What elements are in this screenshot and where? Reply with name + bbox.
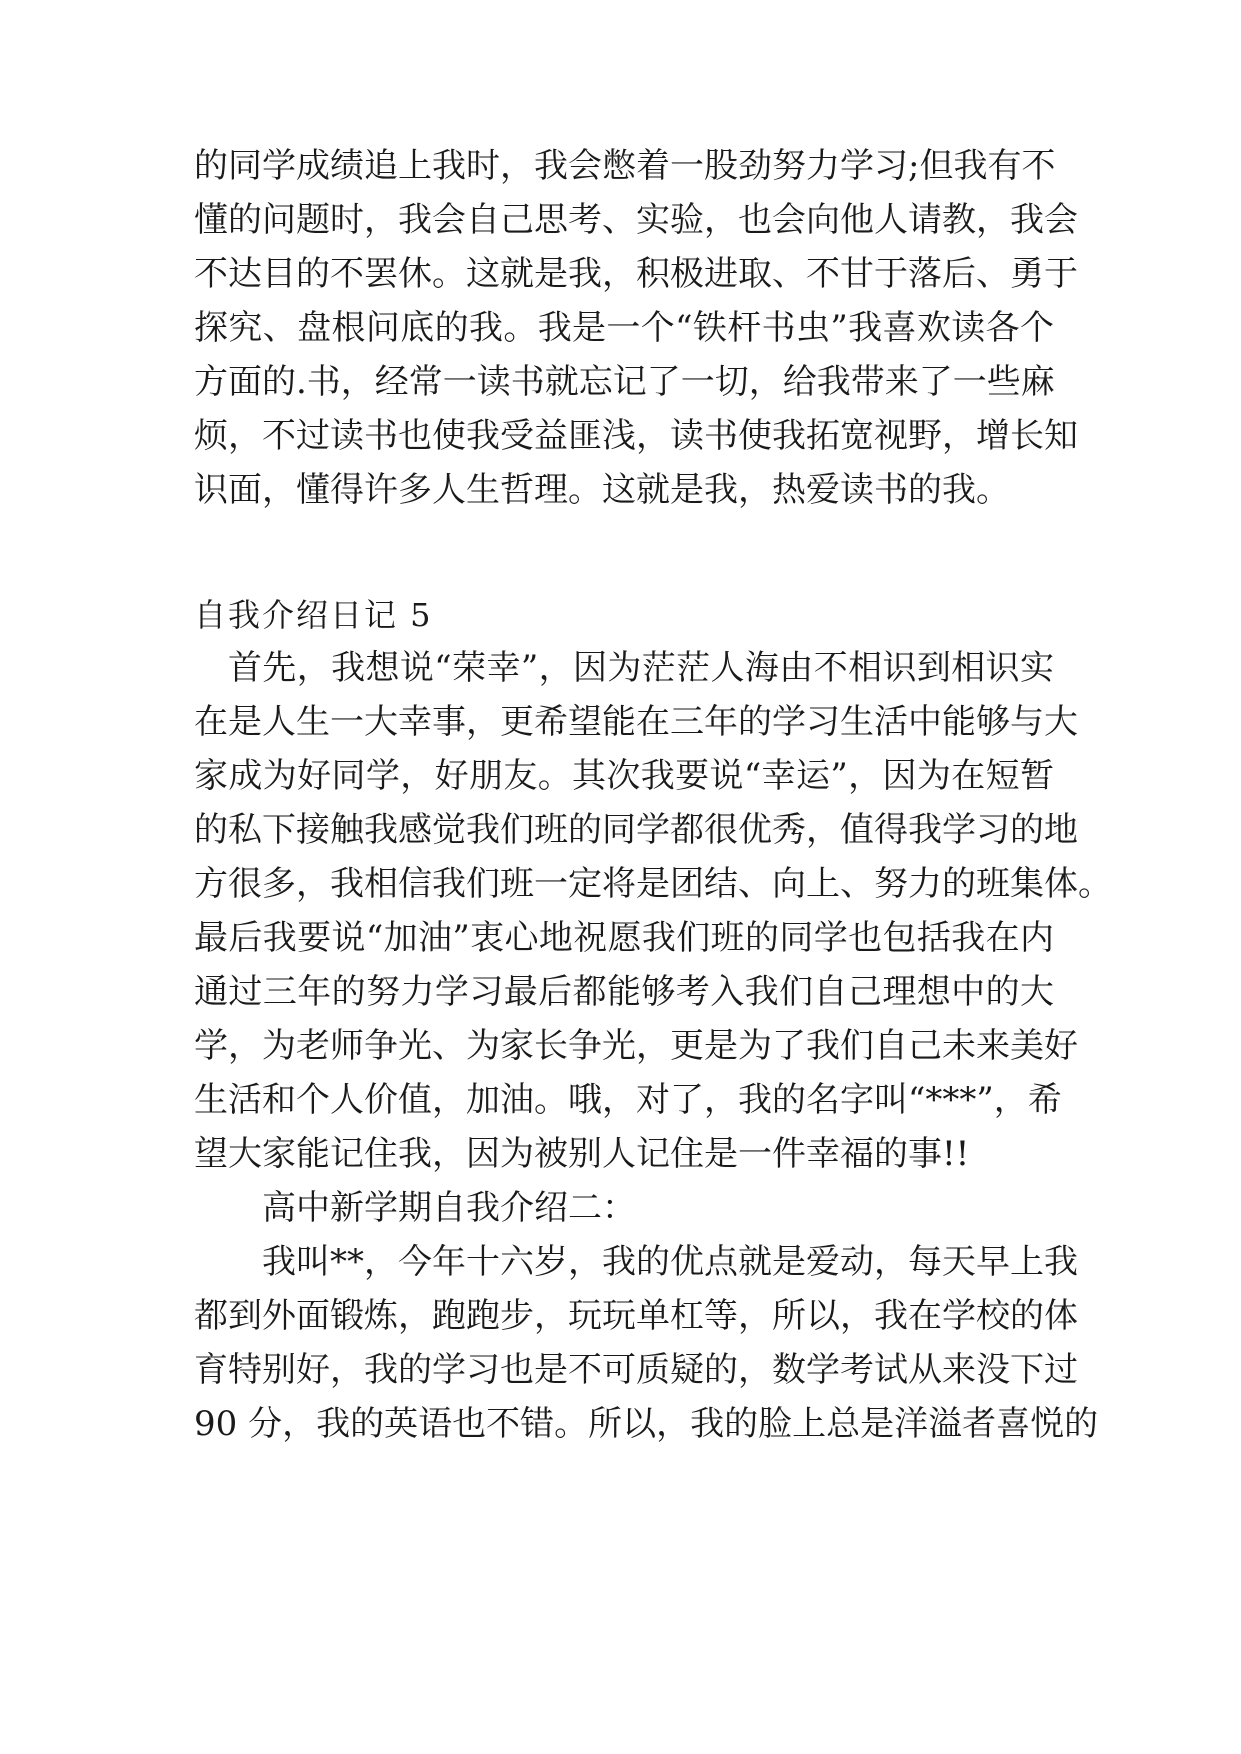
text-line: 烦，不过读书也使我受益匪浅，读书使我拓宽视野，增长知 [194,416,1078,456]
text-line: 家成为好同学，好朋友。其次我要说“幸运”，因为在短暂 [194,756,1054,796]
text-line: 在是人生一大幸事，更希望能在三年的学习生活中能够与大 [194,702,1078,742]
text-line: 生活和个人价值，加油。哦，对了，我的名字叫“***”，希 [194,1080,1062,1120]
text-line: 不达目的不罢休。这就是我，积极进取、不甘于落后、勇于 [194,254,1078,294]
text-line: 的同学成绩追上我时，我会憋着一股劲努力学习;但我有不 [194,146,1056,186]
text-line: 探究、盘根问底的我。我是一个“铁杆书虫”我喜欢读各个 [194,308,1054,348]
subsection-heading: 高中新学期自我介绍二： [262,1188,636,1228]
text-line: 方很多，我相信我们班一定将是团结、向上、努力的班集体。 [194,864,1112,904]
text-line: 都到外面锻炼，跑跑步，玩玩单杠等，所以，我在学校的体 [194,1296,1078,1336]
section-heading: 自我介绍日记 5 [194,596,433,634]
text-line: 我叫**，今年十六岁，我的优点就是爱动，每天早上我 [262,1242,1078,1282]
text-line: 懂的问题时，我会自己思考、实验，也会向他人请教，我会 [194,200,1078,240]
text-line: 的私下接触我感觉我们班的同学都很优秀，值得我学习的地 [194,810,1078,850]
text-line: 90 分，我的英语也不错。所以，我的脸上总是洋溢者喜悦的 [194,1404,1099,1444]
text-line: 最后我要说“加油”衷心地祝愿我们班的同学也包括我在内 [194,918,1054,958]
text-line: 识面，懂得许多人生哲理。这就是我，热爱读书的我。 [194,470,1010,510]
text-line: 学，为老师争光、为家长争光，更是为了我们自己未来美好 [194,1026,1078,1066]
text-line: 通过三年的努力学习最后都能够考入我们自己理想中的大 [194,972,1054,1012]
text-line: 育特别好，我的学习也是不可质疑的，数学考试从来没下过 [194,1350,1078,1390]
text-line: 首先，我想说“荣幸”，因为茫茫人海由不相识到相识实 [228,648,1054,688]
text-line: 方面的.书，经常一读书就忘记了一切，给我带来了一些麻 [194,362,1055,402]
text-line: 望大家能记住我，因为被别人记住是一件幸福的事!! [194,1134,970,1174]
